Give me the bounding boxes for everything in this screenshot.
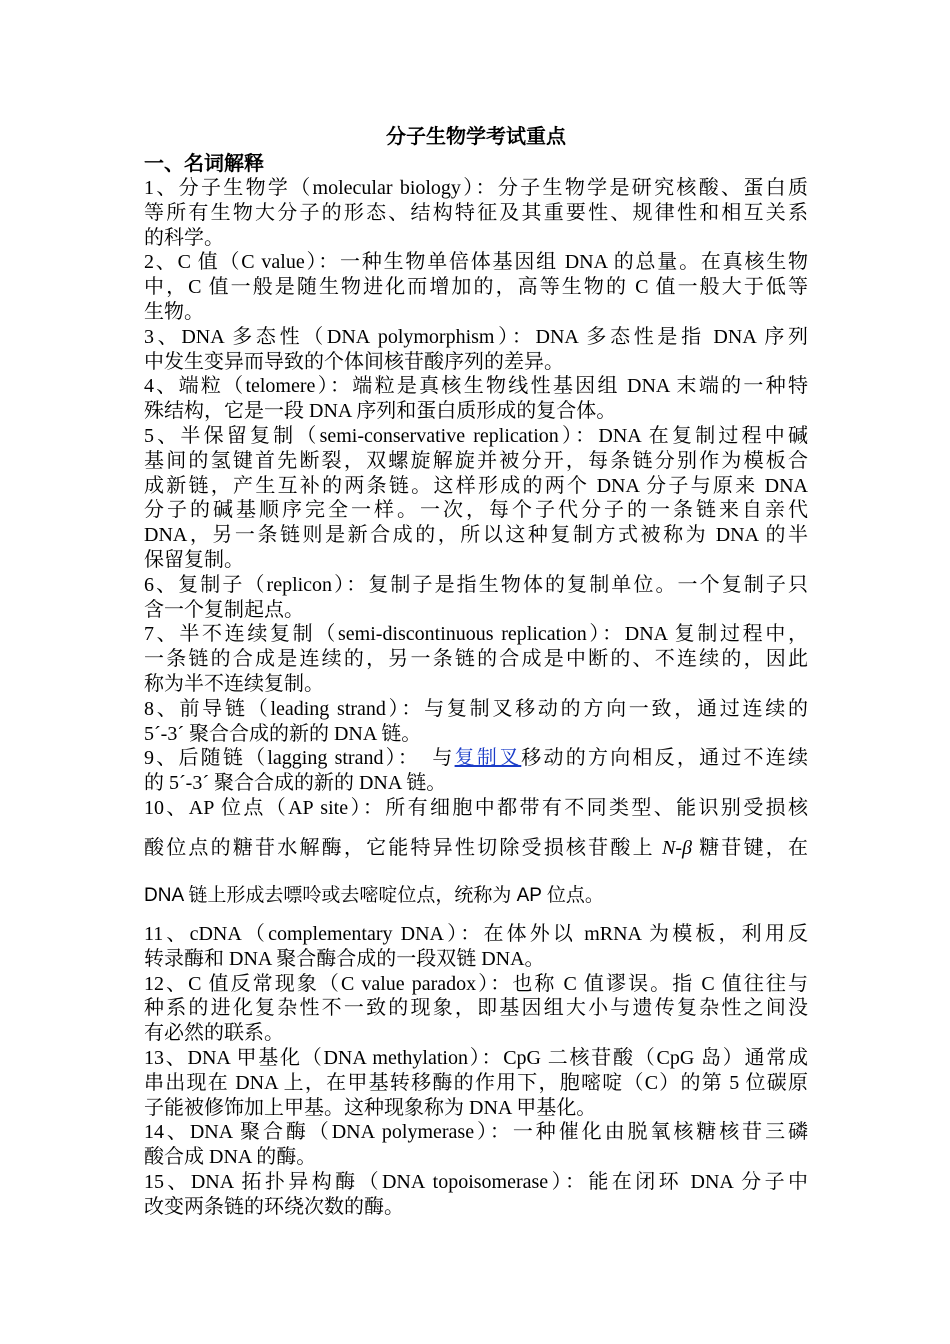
- definition-line: 8、前导链（leading strand）：与复制叉移动的方向一致，通过连续的: [144, 697, 808, 720]
- section-heading: 一、名词解释: [144, 153, 264, 175]
- definition-line: 串出现在 DNA 上，在甲基转移酶的作用下，胞嘧啶（C）的第 5 位碳原: [144, 1071, 808, 1094]
- definition-entry-13: [144, 1046, 808, 1120]
- definition-entry-11: [144, 922, 808, 972]
- definition-entry-14: [144, 1120, 808, 1170]
- definition-entry-10: [144, 796, 808, 908]
- entry-9-line-1: 9、后随链（lagging strand）： 与复制叉移动的方向相反，通过不连续: [144, 747, 809, 770]
- document-body: [144, 122, 808, 1219]
- definition-entry-3: [144, 325, 808, 375]
- definition-line: 3、DNA 多态性（DNA polymorphism）：DNA 多态性是指 DNA 序列: [144, 325, 808, 348]
- definition-line: 12、C 值反常现象（C value paradox）：也称 C 值谬误。指 C 值往往与: [144, 972, 808, 995]
- definition-list-part-2: [144, 922, 808, 1220]
- definition-entry-15: [144, 1170, 808, 1220]
- replication-fork-link[interactable]: 复制叉: [454, 747, 522, 770]
- definition-line: 13、DNA 甲基化（DNA methylation）：CpG 二核苷酸（CpG 岛）通常成: [144, 1046, 808, 1069]
- definition-line: 一条链的合成是连续的，另一条链的合成是中断的、不连续的，因此: [144, 648, 808, 671]
- definition-line: 生物。: [144, 300, 204, 323]
- definition-entry-5: [144, 424, 808, 573]
- definition-line: 14、DNA 聚合酶（DNA polymerase）：一种催化由脱氧核糖核苷三磷: [144, 1121, 808, 1144]
- entry-9-line-2: 的 5´-3´ 聚合合成的新的 DNA 链。: [144, 772, 447, 795]
- definition-line: 5、半保留复制（semi-conservative replication）：DNA 在复制过程中碱: [144, 424, 808, 447]
- definition-line: 保留复制。: [144, 548, 244, 571]
- definition-line: 基间的氢键首先断裂，双螺旋解旋并被分开，每条链分别作为模板合: [144, 449, 808, 472]
- definition-entry-6: [144, 573, 808, 623]
- definition-line: 等所有生物大分子的形态、结构特征及其重要性、规律性和相互关系: [144, 201, 808, 224]
- definition-line: 的科学。: [144, 226, 224, 249]
- document-title: 分子生物学考试重点: [386, 126, 566, 148]
- definition-line: 种系的进化复杂性不一致的现象，即基因组大小与遗传复杂性之间没: [144, 997, 808, 1020]
- definition-line: 成新链，产生互补的两条链。这样形成的两个 DNA 分子与原来 DNA: [144, 474, 808, 497]
- entry-10-line-1: 10、AP 位点（AP site）：所有细胞中都带有不同类型、能识别受损核: [144, 796, 808, 819]
- definition-line: 酸合成 DNA 的酶。: [144, 1146, 317, 1169]
- definition-entry-2: [144, 250, 808, 324]
- definition-entry-12: [144, 972, 808, 1046]
- definition-line: 中，C 值一般是随生物进化而增加的，高等生物的 C 值一般大于低等: [144, 276, 808, 299]
- definition-entry-1: [144, 176, 808, 250]
- definition-line: 有必然的联系。: [144, 1022, 284, 1045]
- definition-entry-4: [144, 374, 808, 424]
- definition-line: 子能被修饰加上甲基。这种现象称为 DNA 甲基化。: [144, 1096, 597, 1119]
- definition-line: 中发生变异而导致的个体间核苷酸序列的差异。: [144, 350, 564, 373]
- definition-entry-7: [144, 622, 808, 696]
- definition-list-part-1: [144, 176, 808, 746]
- definition-line: 殊结构，它是一段 DNA 序列和蛋白质形成的复合体。: [144, 400, 617, 423]
- definition-line: 7、半不连续复制（semi-discontinuous replication）：DNA 复制过程中，: [144, 623, 808, 646]
- entry-10-line-3: DNA 链上形成去嘌呤或去嘧啶位点，统称为 AP 位点。: [144, 884, 604, 906]
- definition-line: 5´-3´ 聚合合成的新的 DNA 链。: [144, 722, 422, 745]
- definition-line: 15、DNA 拓扑异构酶（DNA topoisomerase）：能在闭环 DNA 分子中: [144, 1170, 808, 1193]
- definition-line: DNA，另一条链则是新合成的，所以这种复制方式被称为 DNA 的半: [144, 524, 808, 547]
- definition-entry-9: [144, 746, 808, 796]
- definition-line: 含一个复制起点。: [144, 598, 304, 621]
- definition-entry-8: [144, 697, 808, 747]
- definition-line: 1、分子生物学（molecular biology）：分子生物学是研究核酸、蛋白质: [144, 177, 808, 199]
- definition-line: 改变两条链的环绕次数的酶。: [144, 1195, 404, 1218]
- definition-line: 4、端粒（telomere）：端粒是真核生物线性基因组 DNA 末端的一种特: [144, 375, 808, 398]
- definition-line: 转录酶和 DNA 聚合酶合成的一段双链 DNA。: [144, 947, 545, 970]
- definition-line: 2、C 值（C value）：一种生物单倍体基因组 DNA 的总量。在真核生物: [144, 251, 808, 274]
- entry-10-line-2: 酸位点的糖苷水解酶，它能特异性切除受损核苷酸上 N-β 糖苷键，在: [144, 836, 809, 859]
- definition-line: 11、cDNA（complementary DNA）：在体外以 mRNA 为模板，利用反: [144, 922, 808, 945]
- definition-line: 6、复制子（replicon）：复制子是指生物体的复制单位。一个复制子只: [144, 573, 808, 596]
- definition-line: 称为半不连续复制。: [144, 672, 324, 695]
- definition-line: 分子的碱基顺序完全一样。一次，每个子代分子的一条链来自亲代: [144, 499, 808, 522]
